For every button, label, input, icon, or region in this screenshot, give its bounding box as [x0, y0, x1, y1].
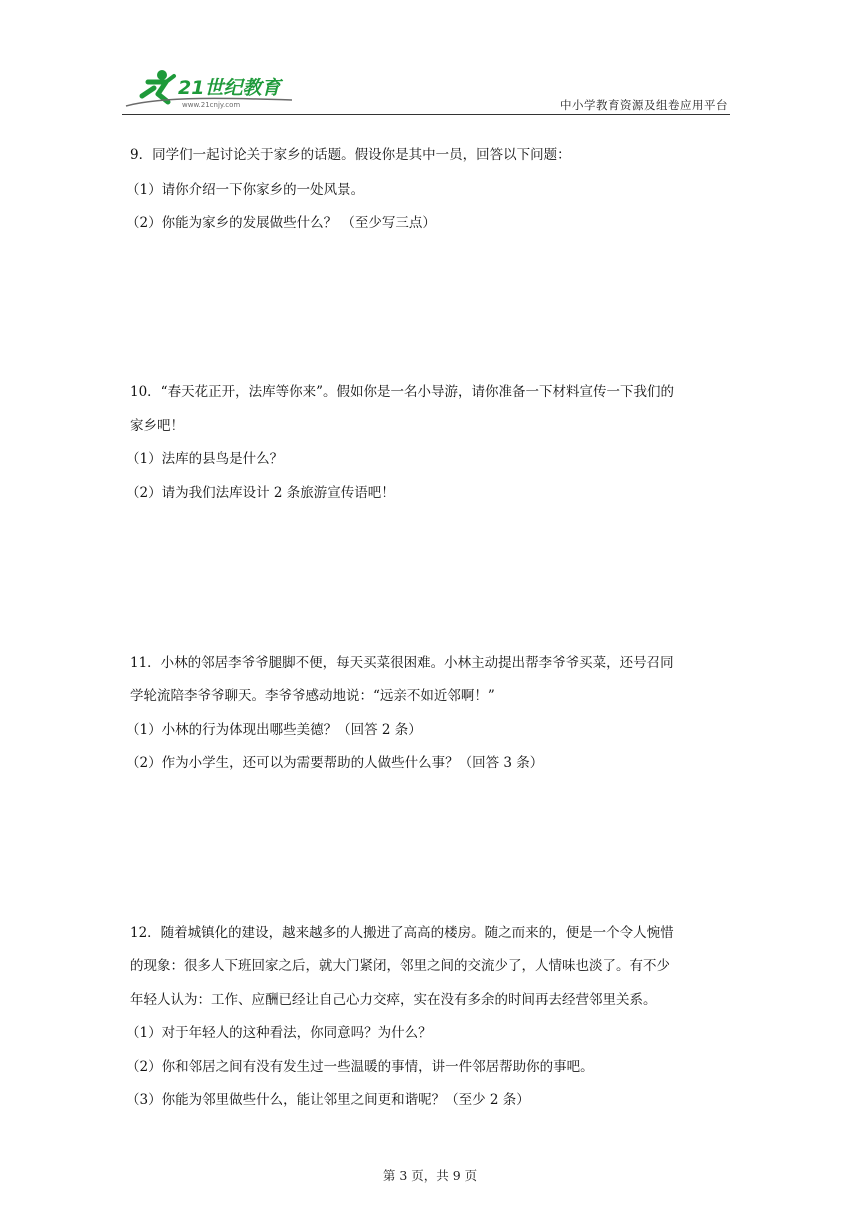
page-number: 第 3 页，共 9 页: [382, 1168, 478, 1183]
q9-sub-1: （1）请你介绍一下你家乡的一处风景。: [126, 182, 365, 198]
q12-stem-line-3: 年轻人认为：工作、应酬已经让自己心力交瘁，实在没有多余的时间再去经营邻里关系。: [130, 992, 657, 1008]
logo-url: www.21cnjy.com: [182, 101, 241, 109]
q11-sub-1: （1）小林的行为体现出哪些美德？（回答 2 条）: [126, 722, 422, 738]
platform-name: 中小学教育资源及组卷应用平台: [560, 98, 728, 112]
q10-sub-1: （1）法库的县鸟是什么？: [126, 451, 284, 467]
q11-sub-2: （2）作为小学生，还可以为需要帮助的人做些什么事？（回答 3 条）: [126, 755, 544, 771]
page-header: [122, 66, 730, 116]
q11-stem-line-1: 11．小林的邻居李爷爷腿脚不便，每天买菜很困难。小林主动提出帮李爷爷买菜，还号召同: [130, 655, 674, 671]
q10-stem-line-2: 家乡吧！: [130, 418, 184, 434]
q12-sub-1: （1）对于年轻人的这种看法，你同意吗？为什么？: [126, 1025, 432, 1041]
q12-sub-3: （3）你能为邻里做些什么，能让邻里之间更和谐呢？（至少 2 条）: [126, 1092, 530, 1108]
logo-text: 21世纪教育: [178, 77, 281, 99]
q9-sub-2: （2）你能为家乡的发展做些什么？ （至少写三点）: [126, 215, 436, 231]
q12-stem-line-2: 的现象：很多人下班回家之后，就大门紧闭，邻里之间的交流少了，人情味也淡了。有不少: [130, 958, 670, 974]
q10-stem-line-1: 10．“春天花正开，法库等你来”。假如你是一名小导游，请你准备一下材料宣传一下我们的: [130, 384, 674, 400]
q10-sub-2: （2）请为我们法库设计 2 条旅游宣传语吧！: [126, 485, 395, 501]
header-divider: [122, 114, 730, 115]
q9-stem-line-1: 9．同学们一起讨论关于家乡的话题。假设你是其中一员，回答以下问题：: [130, 147, 571, 163]
logo-21cnjy: [122, 66, 302, 112]
q12-sub-2: （2）你和邻居之间有没有发生过一些温暖的事情，讲一件邻居帮助你的事吧。: [126, 1059, 594, 1075]
q12-stem-line-1: 12．随着城镇化的建设，越来越多的人搬进了高高的楼房。随之而来的，便是一个令人惋惜: [130, 925, 674, 941]
q11-stem-line-2: 学轮流陪李爷爷聊天。李爷爷感动地说：“远亲不如近邻啊！”: [130, 688, 495, 704]
